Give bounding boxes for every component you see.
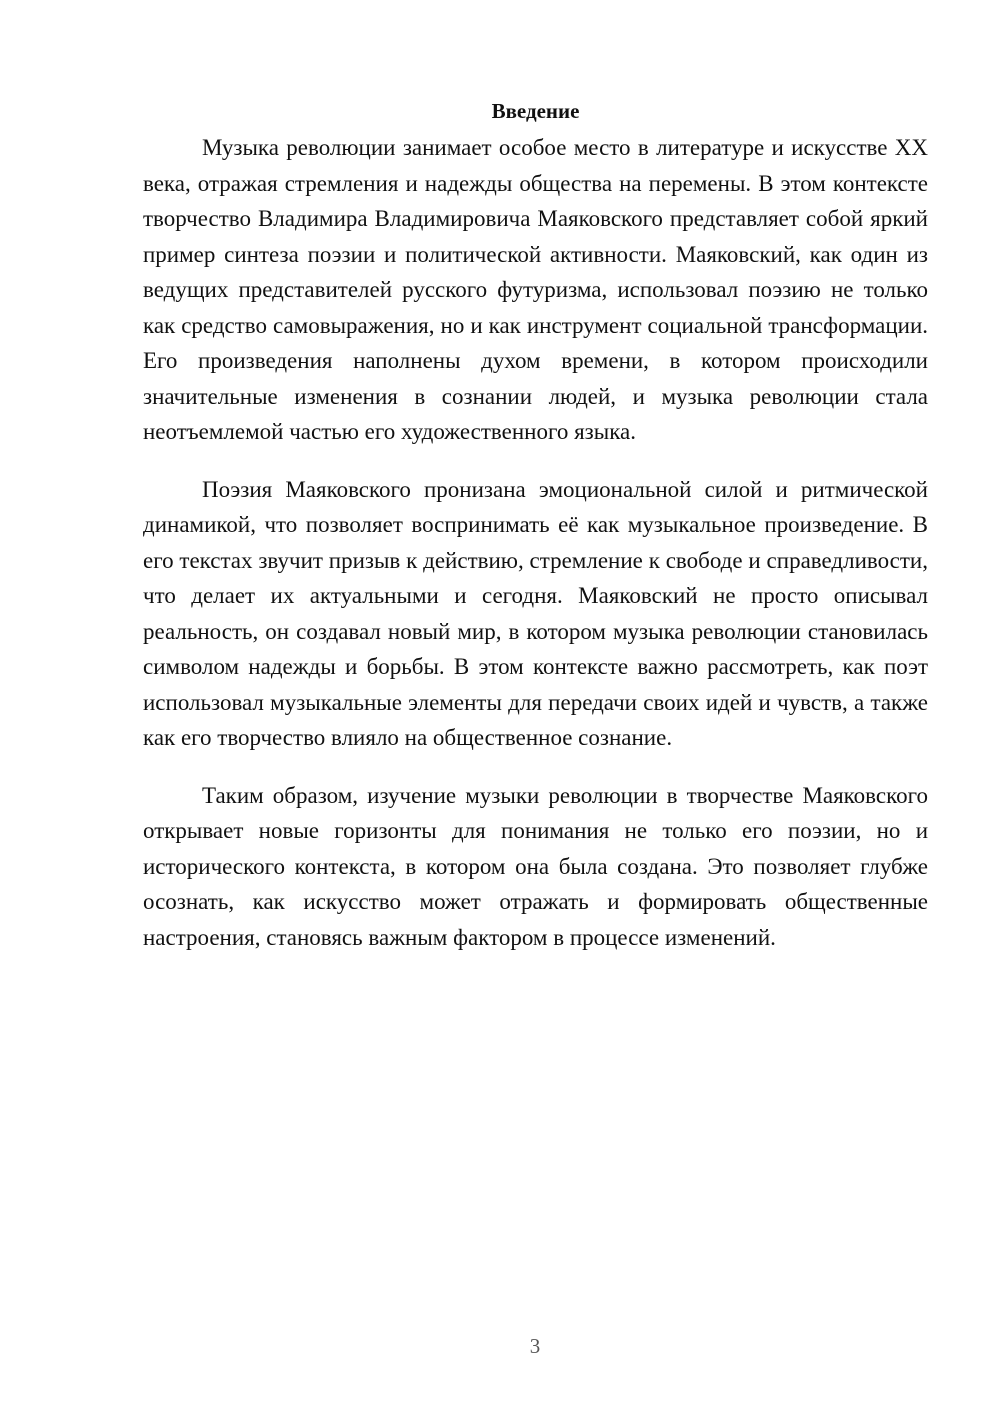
paragraph-3: Таким образом, изучение музыки революции в творчестве Маяковского открывает новые горизонты для понимания не только его поэзии, но и исторического контекста, в котором она была создана. Это позволяет глубже осознать, как искусство может отражать и формировать общественные настроения, становясь важным фактором в процессе изменений. [143, 782, 928, 950]
paragraph-2: Поэзия Маяковского пронизана эмоциональной силой и ритмической динамикой, что позволяет воспринимать её как музыкальное произведение. В его текстах звучит призыв к действию, стремление к свободе и справедливости, что делает их актуальными и сегодня. Маяковский не просто описывал реальность, он создавал новый мир, в котором музыка революции становилась символом надежды и борьбы. В этом контексте важно рассмотреть, как поэт использовал музыкальные элементы для передачи своих идей и чувств, а также как его творчество влияло на общественное сознание. [143, 476, 928, 750]
paragraph-1: Музыка революции занимает особое место в литературе и искусстве XX века, отражая стремления и надежды общества на перемены. В этом контексте творчество Владимира Владимировича Маяковского представляет собой яркий пример синтеза поэзии и политической активности. Маяковский, как один из ведущих представителей русского футуризма, использовал поэзию не только как средство самовыражения, но и как инструмент социальной трансформации. Его произведения наполнены духом времени, в котором происходили значительные изменения в сознании людей, и музыка революции стала неотъемлемой частью его художественного языка. [143, 135, 928, 444]
section-heading: Введение [491, 99, 580, 123]
page-content [143, 96, 928, 977]
page-number: 3 [529, 1334, 541, 1358]
